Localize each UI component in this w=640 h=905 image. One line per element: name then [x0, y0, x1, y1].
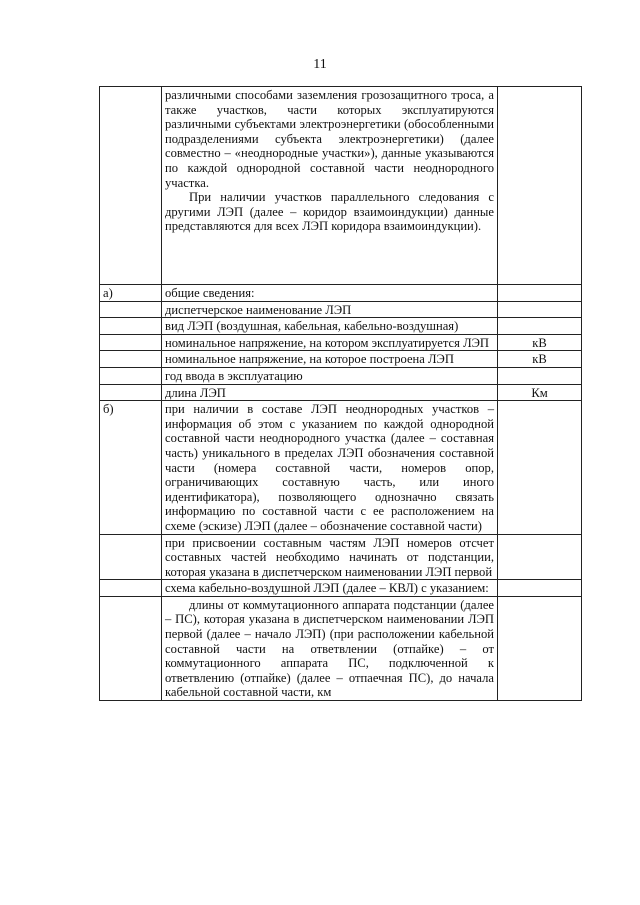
unit-cell: [498, 301, 582, 318]
intro-paragraph-mutual-induction: При наличии участков параллельного следования с другими ЛЭП (далее – коридор взаимоиндукции) данные представляются для всех ЛЭП коридора взаимоиндукции).: [165, 190, 494, 234]
row-label-cell: [100, 301, 162, 318]
nominal-voltage-operated-item: номинальное напряжение, на котором эксплуатируется ЛЭП: [162, 334, 498, 351]
table-row: [100, 367, 582, 384]
table-row: [100, 596, 582, 700]
row-label-cell: [100, 367, 162, 384]
table-row: [100, 301, 582, 318]
row-label-cell: [100, 580, 162, 597]
row-label-cell: [100, 318, 162, 335]
nominal-voltage-built-item: номинальное напряжение, на которое построена ЛЭП: [162, 351, 498, 368]
unit-cell: [498, 318, 582, 335]
table-row: [100, 87, 582, 285]
unit-cell: Км: [498, 384, 582, 401]
table-row: [100, 318, 582, 335]
row-label-cell: [100, 87, 162, 285]
row-label-cell: а): [100, 285, 162, 302]
table-row: [100, 384, 582, 401]
unit-cell: [498, 367, 582, 384]
unit-cell: [498, 401, 582, 534]
cable-overhead-scheme-item: схема кабельно-воздушной ЛЭП (далее – КВЛ) с указанием:: [162, 580, 498, 597]
row-label-cell: [100, 351, 162, 368]
table-row: [100, 534, 582, 580]
dispatch-name-item: диспетчерское наименование ЛЭП: [162, 301, 498, 318]
row-label-cell: б): [100, 401, 162, 534]
row-label-cell: [100, 596, 162, 700]
table-row: [100, 580, 582, 597]
unit-cell: кВ: [498, 351, 582, 368]
row-label-cell: [100, 334, 162, 351]
unit-cell: [498, 285, 582, 302]
requirements-table: [99, 86, 582, 701]
unit-cell: кВ: [498, 334, 582, 351]
unit-cell: [498, 534, 582, 580]
line-length-item: длина ЛЭП: [162, 384, 498, 401]
heterogeneous-sections-item: при наличии в составе ЛЭП неоднородных участков – информация об этом с указанием по каждой однородной составной части неоднородного участка (далее – составная часть) уникального в пределах ЛЭП обозначения составной части (номера составной части, номеров опор, ограничивающих составную часть, или иного идентификатора), позволяющего однозначно связать информацию по составной части с ее расположением на схеме (эскизе) ЛЭП (далее – обозначение составной части): [162, 401, 498, 534]
general-info-heading: общие сведения:: [162, 285, 498, 302]
intro-paragraph: различными способами заземления грозозащитного троса, а также участков, части которых эксплуатируются различными субъектами электроэнергетики (обособленными подразделениями субъекта электроэнергетики) (далее совместно – «неоднородные участки»), данные указываются по каждой однородной составной части неоднородного участка.: [165, 88, 494, 190]
table-row: [100, 334, 582, 351]
table-row: [100, 401, 582, 534]
intro-text-cell: [162, 87, 498, 285]
commissioning-year-item: год ввода в эксплуатацию: [162, 367, 498, 384]
section-lengths-item: длины от коммутационного аппарата подстанции (далее – ПС), которая указана в диспетчерском наименовании ЛЭП первой (далее – начало ЛЭП) (при расположении кабельной составной части на ответвлении (отпайке) – от коммутационного аппарата ПС, подключенной к ответвлению (отпайке) (далее – отпаечная ПС), до начала кабельной составной части, км: [162, 596, 498, 700]
unit-cell: [498, 596, 582, 700]
numbering-rule-item: при присвоении составным частям ЛЭП номеров отсчет составных частей необходимо начинать от подстанции, которая указана в диспетчерском наименовании ЛЭП первой: [162, 534, 498, 580]
unit-cell: [498, 87, 582, 285]
row-label-cell: [100, 384, 162, 401]
unit-cell: [498, 580, 582, 597]
table-row: [100, 351, 582, 368]
line-type-item: вид ЛЭП (воздушная, кабельная, кабельно-воздушная): [162, 318, 498, 335]
row-label-cell: [100, 534, 162, 580]
table-row: [100, 285, 582, 302]
page-number: 11: [313, 57, 327, 72]
